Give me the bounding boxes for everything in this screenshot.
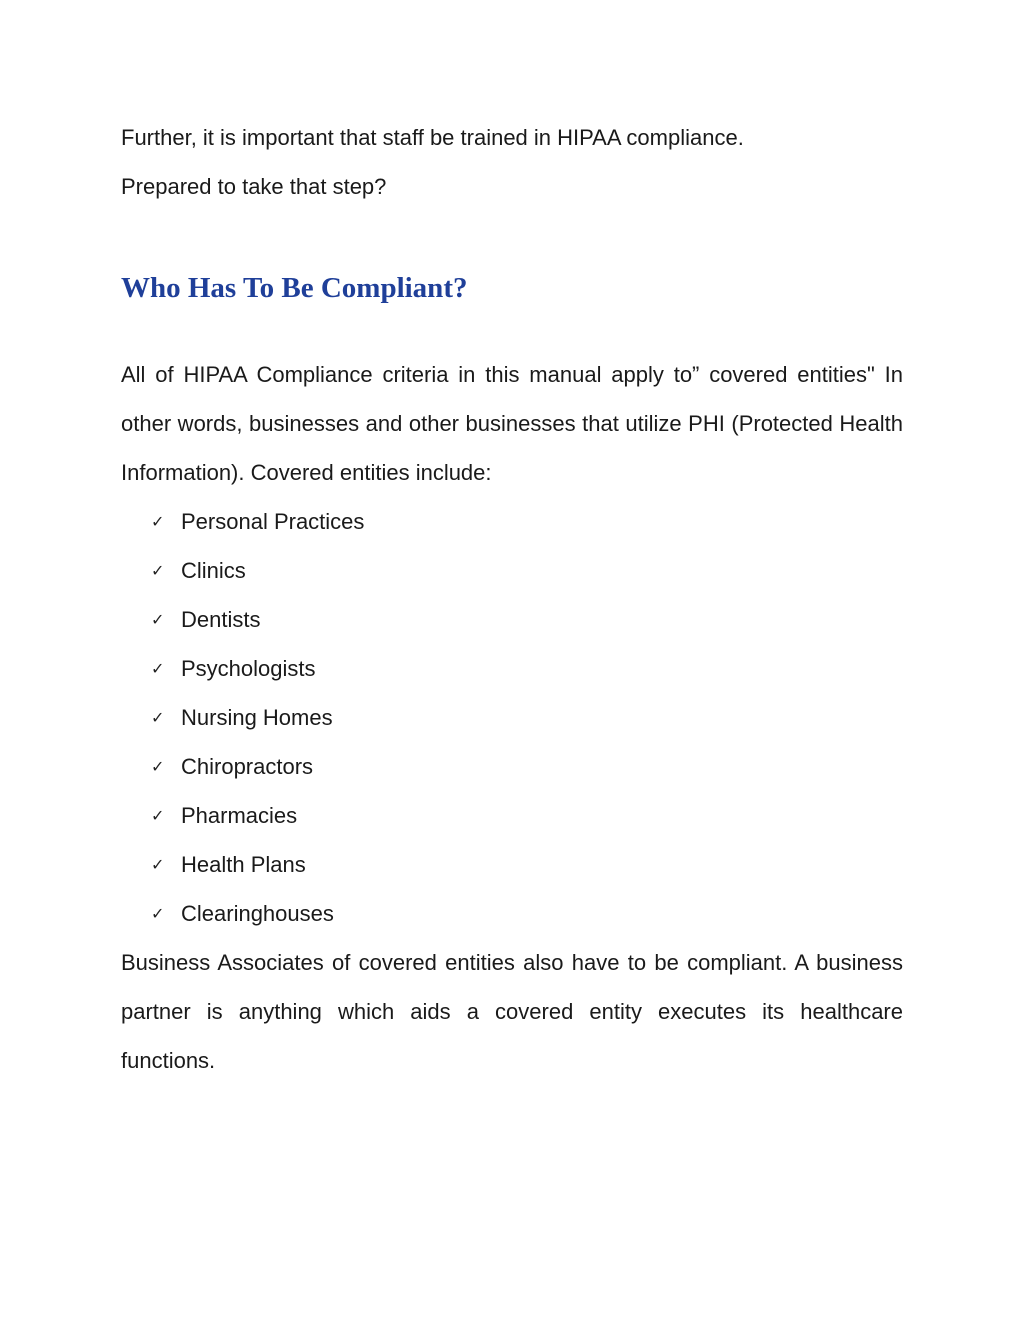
list-item-label: Nursing Homes xyxy=(181,704,333,730)
list-item xyxy=(121,742,903,791)
list-item xyxy=(121,840,903,889)
list-item xyxy=(121,693,903,742)
list-item-label: Dentists xyxy=(181,606,261,632)
list-item xyxy=(121,644,903,693)
checkmark-icon: ✓ xyxy=(151,758,165,776)
list-item xyxy=(121,595,903,644)
list-item-label: Clinics xyxy=(181,557,246,583)
covered-entities-list xyxy=(121,497,903,938)
checkmark-icon: ✓ xyxy=(151,513,165,531)
checkmark-icon: ✓ xyxy=(151,905,165,923)
list-item-label: Pharmacies xyxy=(181,802,298,828)
list-item xyxy=(121,546,903,595)
list-item xyxy=(121,889,903,938)
list-item-label: Personal Practices xyxy=(181,508,365,534)
intro-section xyxy=(121,113,903,211)
list-item xyxy=(121,497,903,546)
paragraph-business-associates: Business Associates of covered entities also have to be compliant. A business partner is anything which aids a covered entity executes its healthcare functions. xyxy=(121,950,903,1073)
list-item-label: Psychologists xyxy=(181,655,316,681)
paragraph-covered-entities: All of HIPAA Compliance criteria in this manual apply to” covered entities" In other words, businesses and other businesses that utilize PHI (Protected Health Information). Covered entities include: xyxy=(121,362,903,485)
list-item xyxy=(121,791,903,840)
checkmark-icon: ✓ xyxy=(151,562,165,580)
checkmark-icon: ✓ xyxy=(151,660,165,678)
intro-line-1: Further, it is important that staff be trained in HIPAA compliance. xyxy=(121,125,744,150)
checkmark-icon: ✓ xyxy=(151,807,165,825)
list-item-label: Chiropractors xyxy=(181,753,314,779)
list-item-label: Health Plans xyxy=(181,851,306,877)
checkmark-icon: ✓ xyxy=(151,709,165,727)
checkmark-icon: ✓ xyxy=(151,611,165,629)
checkmark-icon: ✓ xyxy=(151,856,165,874)
list-item-label: Clearinghouses xyxy=(181,900,334,926)
intro-line-2: Prepared to take that step? xyxy=(121,174,387,199)
section-heading: Who Has To Be Compliant? xyxy=(121,272,468,304)
